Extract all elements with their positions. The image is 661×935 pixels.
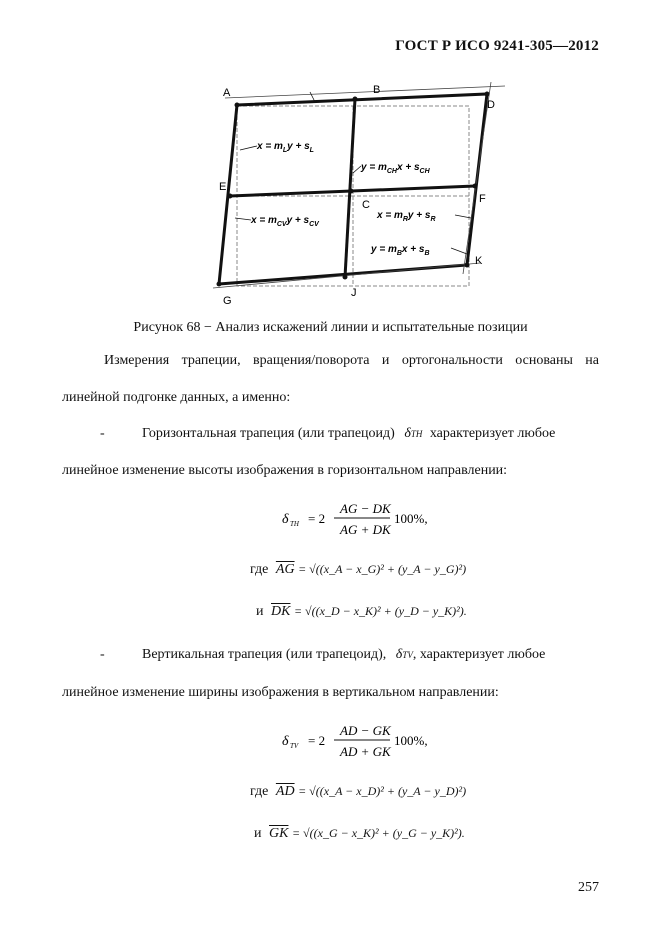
label-C: C xyxy=(362,199,370,211)
svg-text:δ: δ xyxy=(282,512,289,527)
item-2-dash: - xyxy=(100,647,105,662)
paragraph-1-line-2: линейной подгонке данных, а именно: xyxy=(62,390,291,405)
label-D: D xyxy=(487,99,495,111)
label-G: G xyxy=(223,295,232,307)
svg-text:= 2: = 2 xyxy=(308,511,326,526)
svg-text:AD + GK: AD + GK xyxy=(340,744,391,759)
svg-text:AG + DK: AG + DK xyxy=(340,522,391,537)
svg-text:100%,: 100%, xyxy=(394,733,428,748)
item-1-line-1: Горизонтальная трапеция (или трапецоид) δTH характеризует любое xyxy=(142,426,556,441)
item-1-dash: - xyxy=(100,426,105,441)
formula-ad: где $\overline{AD}$ = √((x_A − x_D)² + (y_A − y_D)²) xyxy=(250,784,467,799)
document-header: ГОСТ Р ИСО 9241-305—2012 xyxy=(395,38,599,54)
svg-text:AD − GK: AD − GK xyxy=(340,723,391,738)
item-1-line-2: линейное изменение высоты изображения в горизонтальном направлении: xyxy=(62,463,508,478)
svg-text:= 2: = 2 xyxy=(308,733,326,748)
equation-CH: $y = m_{CH}x + s_{CH}$ xyxy=(361,162,430,175)
figure-caption: Рисунок 68 − Анализ искажений линии и испытательные позиции xyxy=(133,320,528,335)
svg-text:TH: TH xyxy=(290,520,299,528)
item-2-line-1: Вертикальная трапеция (или трапецоид), δTV, характеризует любое xyxy=(142,647,546,662)
label-E: E xyxy=(219,181,227,193)
formula-ag: где $\overline{AG}$ = √((x_A − x_G)² + (y_A − y_G)²) xyxy=(250,562,467,577)
distortion-diagram xyxy=(205,78,505,310)
equation-L: $x = m_Ly + s_L$ xyxy=(257,141,314,154)
page-number: 257 xyxy=(578,880,599,895)
distortion-figure xyxy=(205,78,505,310)
item-2-line-2: линейное изменение ширины изображения в вертикальном направлении: xyxy=(62,685,499,700)
equation-B: $y = m_Bx + s_B$ xyxy=(371,244,430,257)
formula-delta-tv xyxy=(282,718,442,769)
equation-R: $x = m_Ry + s_R$ xyxy=(377,210,436,223)
svg-text:δ: δ xyxy=(282,734,289,749)
equation-CV: $x = m_{CV}y + s_{CV}$ xyxy=(251,215,319,228)
paragraph-1-line-1: Измерения трапеции, вращения/поворота и ортогональности основаны на xyxy=(104,353,599,368)
formula-delta-th xyxy=(282,496,442,547)
formula-dk: и $\overline{DK}$ = √((x_D − x_K)² + (y_D − y_K)²). xyxy=(256,604,467,619)
label-F: F xyxy=(479,193,486,205)
label-A: A xyxy=(223,87,231,99)
label-J: J xyxy=(351,287,357,299)
svg-text:100%,: 100%, xyxy=(394,511,428,526)
label-K: K xyxy=(475,255,483,267)
svg-text:TV: TV xyxy=(290,742,299,750)
formula-gk: и $\overline{GK}$ = √((x_G − x_K)² + (y_G − y_K)²). xyxy=(254,826,465,841)
svg-text:AG − DK: AG − DK xyxy=(340,501,391,516)
label-B: B xyxy=(373,84,381,96)
